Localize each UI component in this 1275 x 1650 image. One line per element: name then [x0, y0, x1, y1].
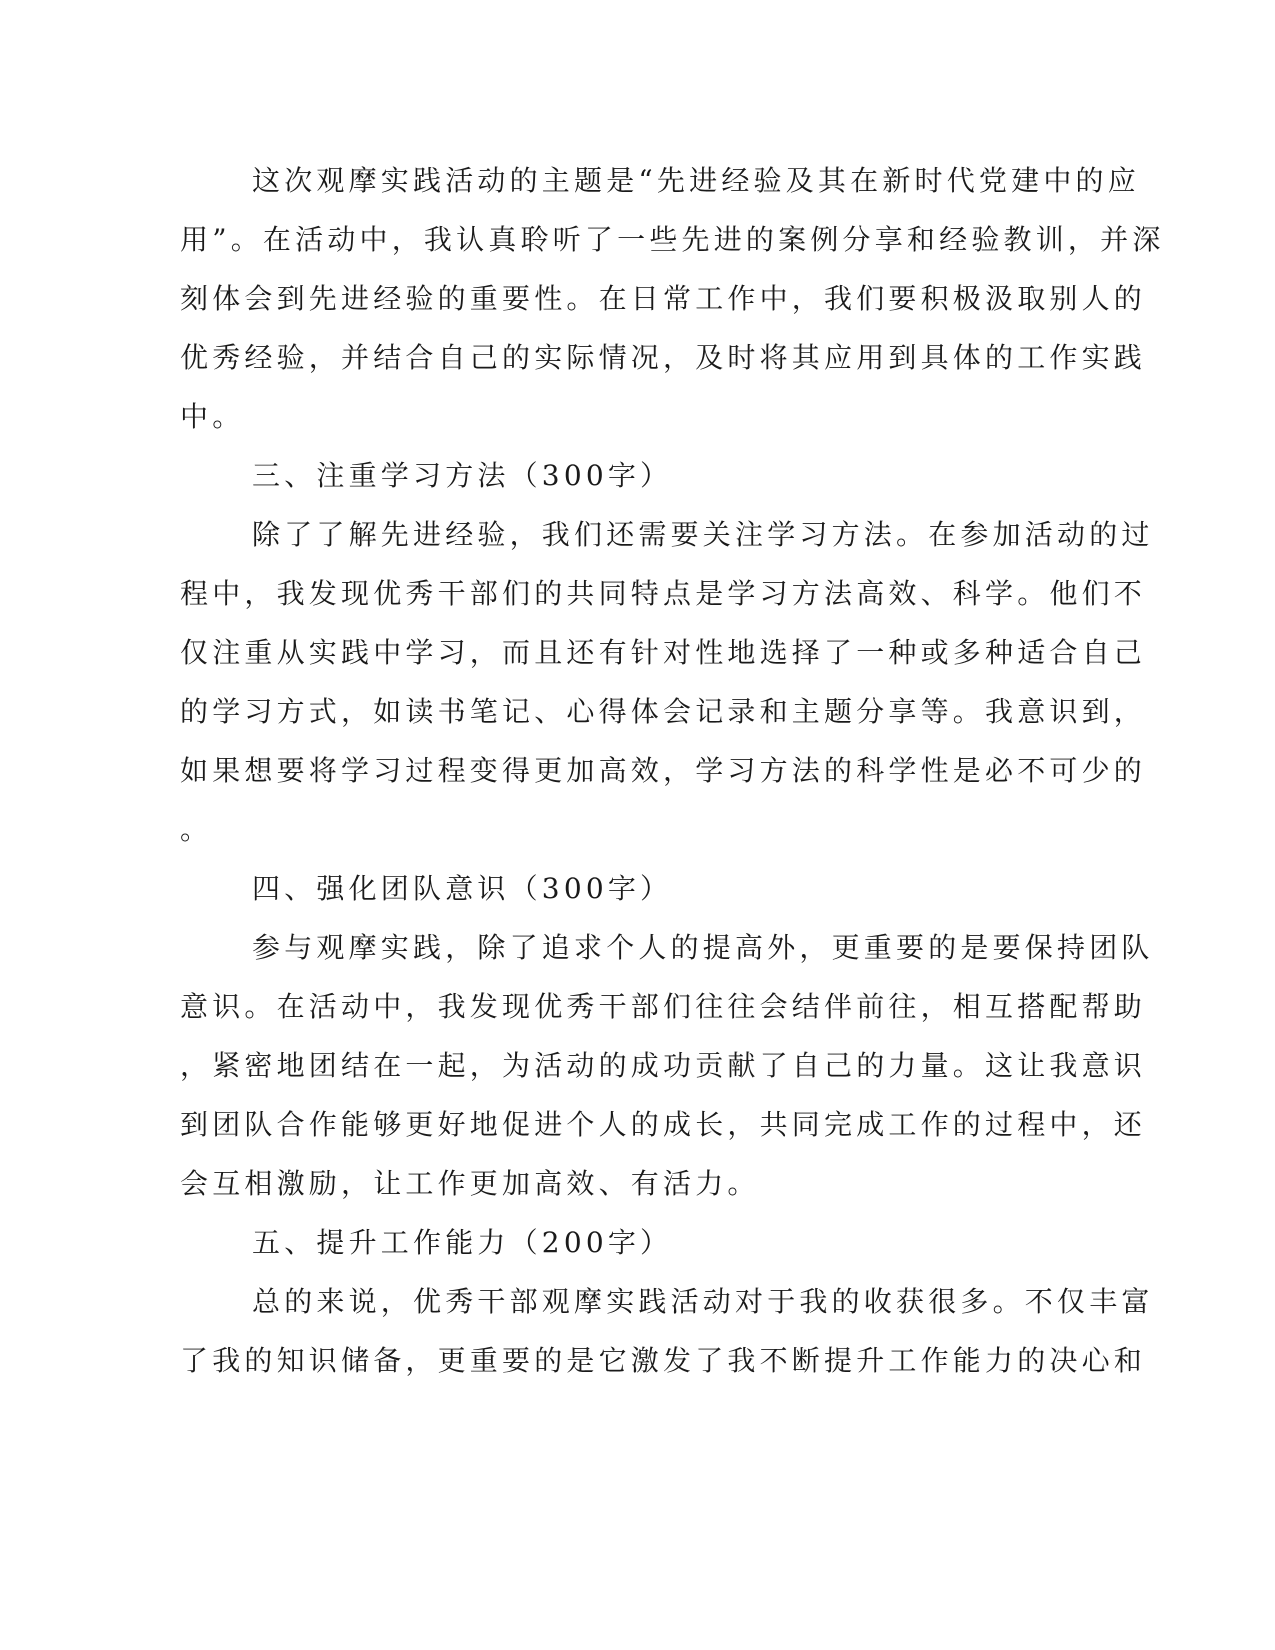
section-heading: 三、注重学习方法（300字） — [252, 459, 673, 492]
paragraph-line: 除了了解先进经验，我们还需要关注学习方法。在参加活动的过 — [252, 518, 1154, 551]
section-heading: 五、提升工作能力（200字） — [252, 1226, 673, 1259]
section-heading: 四、强化团队意识（300字） — [252, 872, 673, 905]
paragraph-line: 参与观摩实践，除了追求个人的提高外，更重要的是要保持团队 — [252, 931, 1154, 964]
paragraph-line: 程中，我发现优秀干部们的共同特点是学习方法高效、科学。他们不 — [180, 577, 1147, 610]
paragraph-line: 优秀经验，并结合自己的实际情况，及时将其应用到具体的工作实践 — [180, 341, 1147, 374]
paragraph-line: 用”。在活动中，我认真聆听了一些先进的案例分享和经验教训，并深 — [180, 223, 1165, 256]
paragraph-line: 这次观摩实践活动的主题是“先进经验及其在新时代党建中的应 — [252, 164, 1140, 197]
paragraph-line: 总的来说，优秀干部观摩实践活动对于我的收获很多。不仅丰富 — [252, 1285, 1154, 1318]
paragraph-line: 到团队合作能够更好地促进个人的成长，共同完成工作的过程中，还 — [180, 1108, 1147, 1141]
paragraph-line: 的学习方式，如读书笔记、心得体会记录和主题分享等。我意识到， — [180, 695, 1147, 728]
paragraph-line: 刻体会到先进经验的重要性。在日常工作中，我们要积极汲取别人的 — [180, 282, 1147, 315]
paragraph-line: 如果想要将学习过程变得更加高效，学习方法的科学性是必不可少的 — [180, 754, 1147, 787]
paragraph-line: 会互相激励，让工作更加高效、有活力。 — [180, 1167, 760, 1200]
paragraph-line: 意识。在活动中，我发现优秀干部们往往会结伴前往，相互搭配帮助 — [180, 990, 1147, 1023]
paragraph-line: 了我的知识储备，更重要的是它激发了我不断提升工作能力的决心和 — [180, 1344, 1147, 1377]
paragraph-line: 中。 — [180, 400, 245, 433]
paragraph-line: ，紧密地团结在一起，为活动的成功贡献了自己的力量。这让我意识 — [180, 1049, 1147, 1082]
paragraph-line: 。 — [180, 813, 213, 846]
paragraph-line: 仅注重从实践中学习，而且还有针对性地选择了一种或多种适合自己 — [180, 636, 1147, 669]
body-text — [180, 158, 1180, 1397]
